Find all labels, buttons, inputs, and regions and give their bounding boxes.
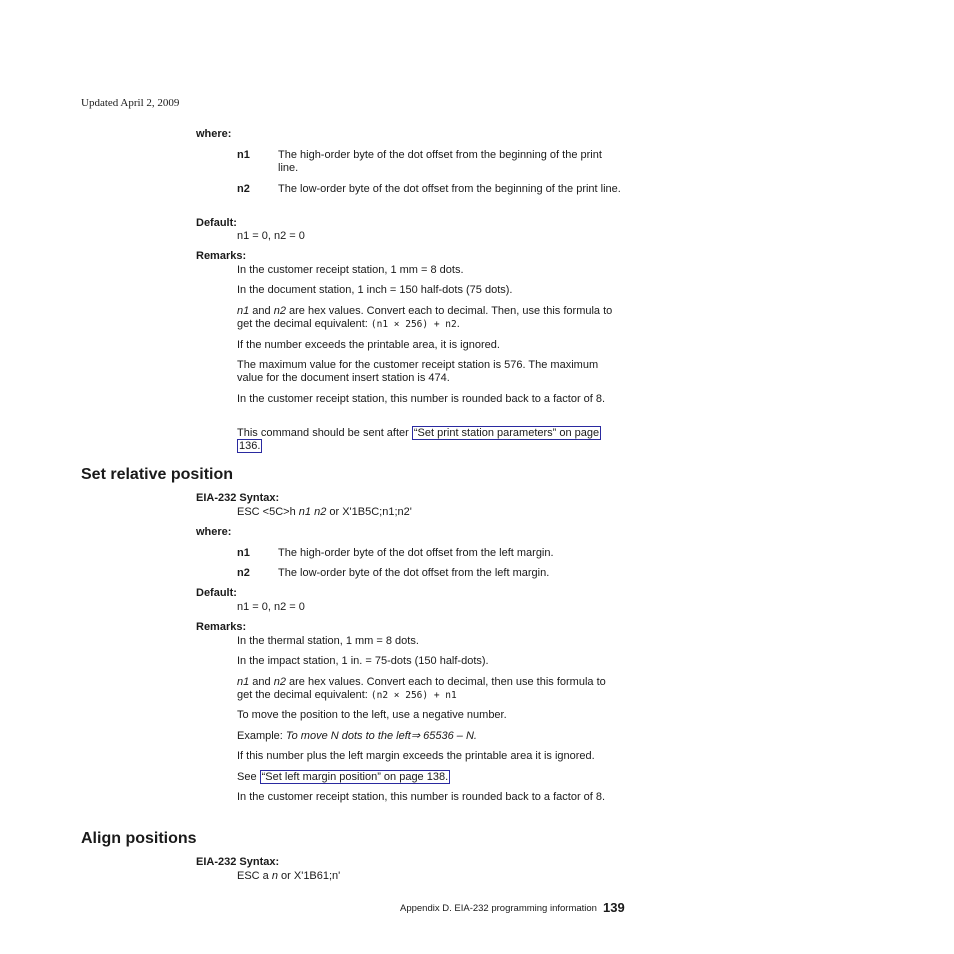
- page-number: 139: [603, 900, 625, 915]
- syntax-text: ESC <5C>h: [237, 506, 299, 518]
- formula: (n1 × 256) + n2: [370, 319, 457, 330]
- param-n1-term: n1: [237, 547, 250, 559]
- remark-text: To move the position to the left, use a negative number.: [237, 709, 507, 721]
- remark-text: If the number exceeds the printable area, it is ignored.: [237, 339, 500, 351]
- n1-italic: n1: [237, 305, 250, 317]
- param-n2-term: n2: [237, 183, 250, 195]
- default-label: Default:: [196, 587, 237, 599]
- n1-italic: n1: [298, 506, 312, 518]
- syntax-value: [237, 870, 622, 883]
- remark-text: See: [237, 771, 260, 783]
- remark-text: Example:: [237, 730, 286, 742]
- crossref-link-print-station[interactable]: “Set print station parameters” on page: [413, 427, 600, 439]
- remark-text: In the document station, 1 inch = 150 half-dots (75 dots).: [237, 284, 513, 296]
- footer-text: Appendix D. EIA-232 programming information: [400, 903, 597, 914]
- remark-text: In the thermal station, 1 mm = 8 dots.: [237, 635, 419, 647]
- syntax-value: [237, 506, 622, 519]
- syntax-label: EIA-232 Syntax:: [196, 856, 280, 868]
- remarks-label: Remarks:: [196, 621, 247, 633]
- default-label: Default:: [196, 217, 237, 229]
- default-value: n1 = 0, n2 = 0: [237, 230, 305, 242]
- remark-text: In the customer receipt station, this number is rounded back to a factor of 8.: [237, 791, 606, 803]
- crossref-link-print-station-page[interactable]: 136.: [239, 440, 261, 452]
- syntax-text: or X'1B5C;n1;n2': [326, 506, 412, 518]
- remark-text: In the impact station, 1 in. = 75-dots (150 half-dots).: [237, 655, 489, 667]
- updated-date: Updated April 2, 2009: [81, 97, 180, 109]
- param-n1-definition: The high-order byte of the dot offset from the beginning of the print line.: [278, 149, 602, 174]
- remark-text: .: [456, 318, 460, 330]
- remark-formula: [237, 305, 622, 331]
- section-heading-set-relative-position: Set relative position: [81, 466, 234, 483]
- n2-italic: n2: [273, 676, 286, 688]
- formula: (n2 × 256) + n1: [370, 690, 457, 701]
- n-italic: n: [271, 870, 278, 882]
- remark-text: This command should be sent after: [237, 427, 412, 439]
- where-label: where:: [196, 526, 232, 538]
- remark-text: If this number plus the left margin exceeds the printable area it is ignored.: [237, 750, 595, 762]
- remark-text: are hex values. Convert each to decimal. Then, use this formula to get the decimal equivalent:: [237, 305, 613, 330]
- crossref-link-left-margin[interactable]: “Set left margin position” on page 138.: [261, 771, 449, 783]
- remark-text: In the customer receipt station, this number is rounded back to a factor of 8.: [237, 393, 606, 405]
- example-italic: To move N dots to the left⇒ 65536 – N.: [285, 730, 477, 742]
- default-value: n1 = 0, n2 = 0: [237, 601, 305, 613]
- remark-text: and: [249, 676, 274, 688]
- param-n2-term: n2: [237, 567, 250, 579]
- n2-italic: n2: [273, 305, 286, 317]
- remark-text: The maximum value for the customer receipt station is 576. The maximum value for the document insert station is 474.: [237, 359, 599, 384]
- syntax-text: ESC a: [237, 870, 272, 882]
- remark-crossref: [237, 427, 622, 453]
- section-heading-align-positions: Align positions: [81, 830, 197, 847]
- remark-example: [237, 730, 622, 743]
- remarks-label: Remarks:: [196, 250, 247, 262]
- param-n2-definition: The low-order byte of the dot offset from the beginning of the print line.: [278, 183, 621, 195]
- remark-text: are hex values. Convert each to decimal, then use this formula to get the decimal equivalent:: [237, 676, 606, 701]
- n2-italic: n2: [314, 506, 327, 518]
- remark-text: and: [249, 305, 274, 317]
- remark-text: In the customer receipt station, 1 mm = 8 dots.: [237, 264, 464, 276]
- syntax-label: EIA-232 Syntax:: [196, 492, 280, 504]
- remark-formula: [237, 676, 622, 702]
- syntax-text: or X'1B61;n': [277, 870, 341, 882]
- param-n1-definition: The high-order byte of the dot offset from the left margin.: [278, 547, 554, 559]
- n1-italic: n1: [237, 676, 250, 688]
- param-n2-definition: The low-order byte of the dot offset from the left margin.: [278, 567, 550, 579]
- param-n1-term: n1: [237, 149, 250, 161]
- remark-crossref: [237, 771, 622, 784]
- where-label: where:: [196, 128, 232, 140]
